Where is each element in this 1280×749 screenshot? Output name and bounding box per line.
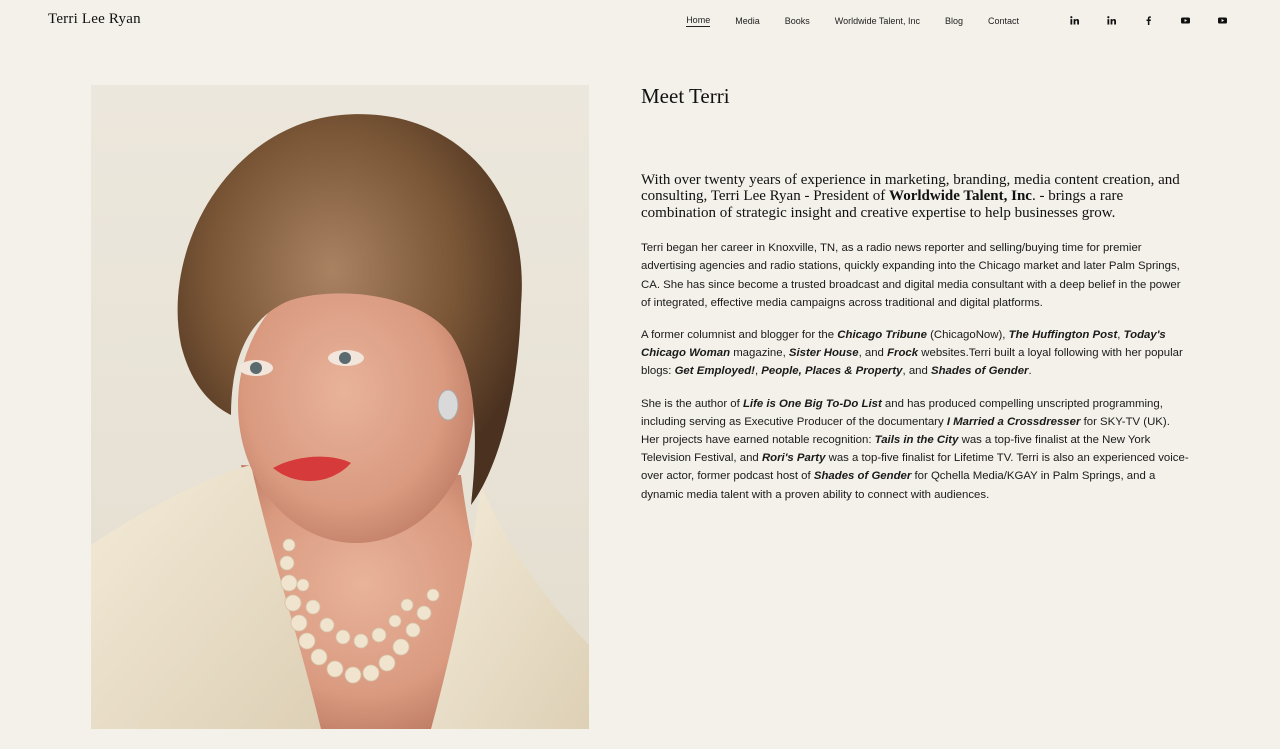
page-title: Meet Terri [641,84,730,108]
youtube-icon[interactable] [1216,15,1228,27]
nav-blog[interactable]: Blog [944,15,963,26]
bio-paragraph-columnist: A former columnist and blogger for the Chicago Tribune (ChicagoNow), The Huffington Post, Today's Chicago Woman magazine, Sister House, and Frock websites.Terri built a loyal following with her popular blogs: Get Employed!, People, Places & Property, and Shades of Gender. [641,329,1183,378]
site-logo[interactable]: Terri Lee Ryan [48,11,141,27]
nav-worldwide-talent[interactable]: Worldwide Talent, Inc [834,15,920,26]
bio-paragraph-author: She is the author of Life is One Big To-Do List and has produced compelling unscripted programming, including serving as Executive Producer of the documentary I Married a Crossdresser for SKY-TV (UK). Her projects have earned notable recognition: Tails in the City was a top-five finalist at the New York Television Festival, and Rori's Party was a top-five finalist for Lifetime TV. Terri is also an experienced voice-over actor, former podcast host of Shades of Gender for Qchella Media/KGAY in Palm Springs, and a dynamic media talent with a proven ability to connect with audiences. [641,397,1189,501]
youtube-icon[interactable] [1179,15,1191,27]
facebook-icon[interactable] [1142,15,1154,27]
about-section [641,84,1189,504]
linkedin-icon[interactable] [1068,15,1080,27]
social-links [1043,15,1228,27]
nav-books[interactable]: Books [784,15,810,26]
intro-lead: With over twenty years of experience in marketing, branding, media content creation, and consulting, Terri Lee Ryan - President of Worldwide Talent, Inc. - brings a rare combination of strategic insight and creative expertise to help businesses grow. [641,172,1180,221]
linkedin-icon[interactable] [1105,15,1117,27]
nav-home[interactable]: Home [686,15,711,25]
company-name: Worldwide Talent, Inc [889,188,1032,205]
main-nav [661,14,1228,27]
site-header [0,0,1280,40]
bio-paragraph-career: Terri began her career in Knoxville, TN, as a radio news reporter and selling/buying time for premier advertising agencies and radio stations, quickly expanding into the Chicago market and later Palm Springs, CA. She has since become a trusted broadcast and digital media consultant with a deep belief in the power of integrated, effective media campaigns across traditional and digital platforms. [641,242,1181,309]
nav-contact[interactable]: Contact [987,15,1019,26]
nav-media[interactable]: Media [735,15,760,26]
portrait-photo [91,85,589,729]
